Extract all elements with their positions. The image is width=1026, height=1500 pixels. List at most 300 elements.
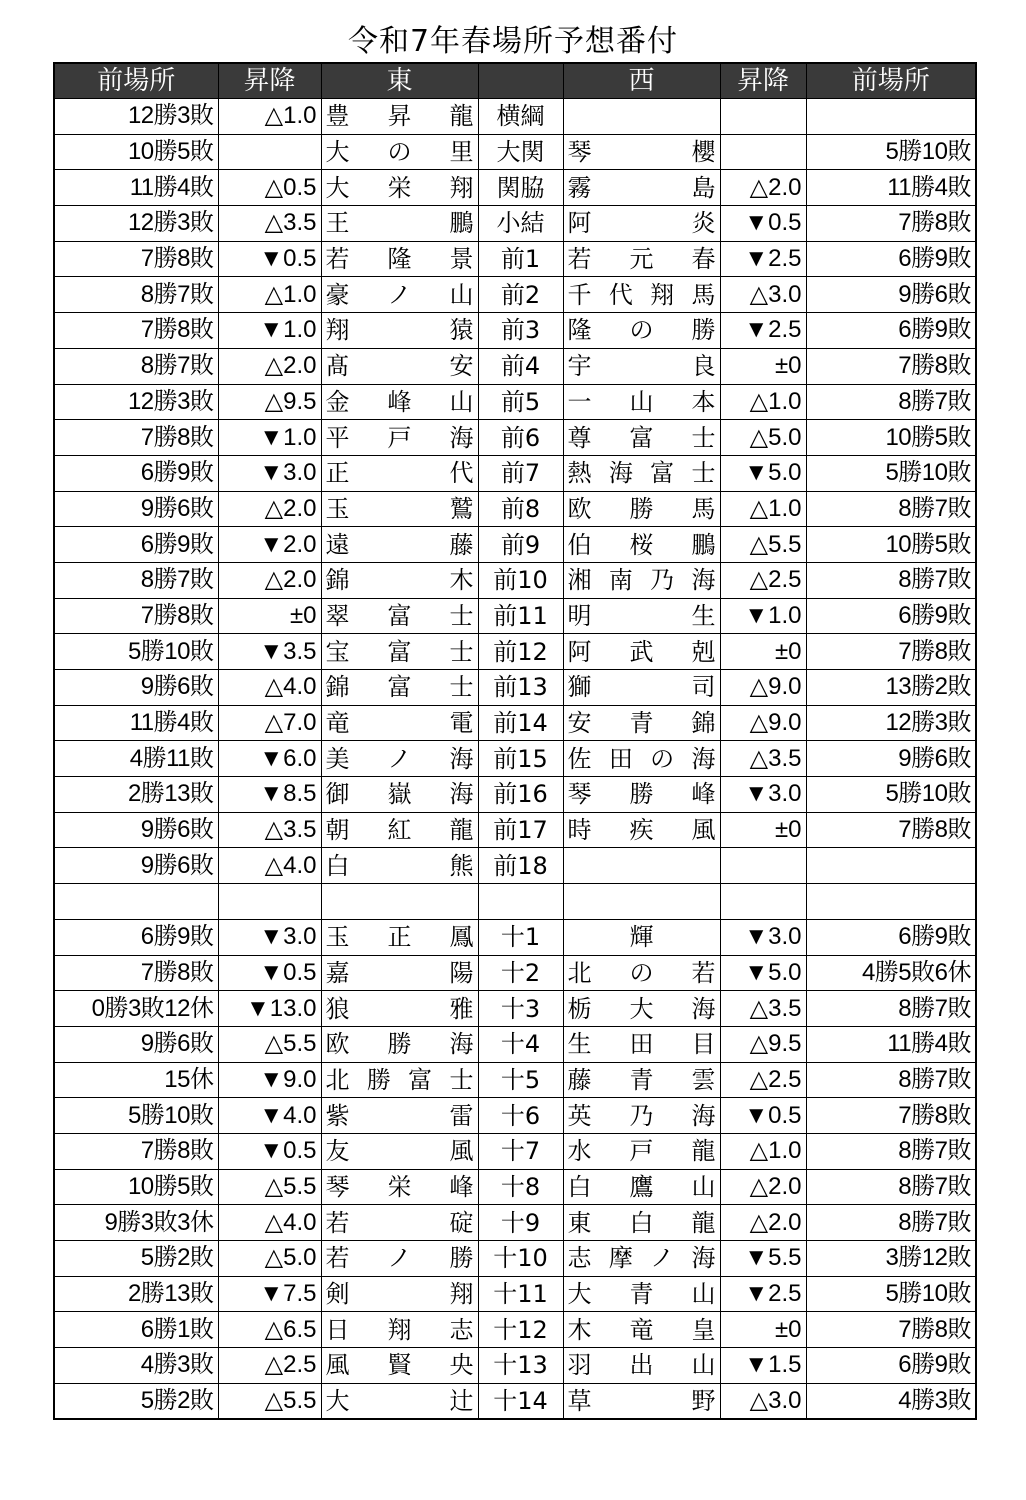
east-prev-record: 5勝10敗 xyxy=(54,634,218,670)
east-prev-record: 0勝3敗12休 xyxy=(54,991,218,1027)
west-movement: ▼1.0 xyxy=(720,598,806,634)
east-prev-record: 8勝7敗 xyxy=(54,277,218,313)
west-prev-record: 6勝9敗 xyxy=(806,1348,976,1384)
east-rikishi xyxy=(321,705,478,741)
east-prev-record: 2勝13敗 xyxy=(54,1276,218,1312)
west-rikishi-text: 千 代 翔 馬 xyxy=(567,280,716,309)
rank-label: 大関 xyxy=(478,134,563,170)
east-movement: ▼3.0 xyxy=(218,919,321,955)
east-rikishi-text: 玉 正 鳳 xyxy=(325,923,474,952)
west-rikishi-text: 生 田 目 xyxy=(567,1030,716,1059)
rank-label: 前12 xyxy=(478,634,563,670)
west-rikishi xyxy=(563,812,720,848)
west-rikishi-text: 霧 島 xyxy=(567,173,716,202)
west-rikishi-text: 隆 の 勝 xyxy=(567,316,716,345)
rank-label: 十7 xyxy=(478,1133,563,1169)
east-movement: ▼3.5 xyxy=(218,634,321,670)
rank-label: 十8 xyxy=(478,1169,563,1205)
table-row xyxy=(54,313,976,349)
west-movement: ±0 xyxy=(720,812,806,848)
east-rikishi-text: 美 ノ 海 xyxy=(325,744,474,773)
east-prev-record: 6勝1敗 xyxy=(54,1312,218,1348)
east-rikishi xyxy=(321,634,478,670)
east-rikishi xyxy=(321,1098,478,1134)
west-movement: △2.5 xyxy=(720,1062,806,1098)
west-rikishi xyxy=(563,348,720,384)
west-movement: △3.0 xyxy=(720,1383,806,1419)
east-rikishi-text: 翔 猿 xyxy=(325,316,474,345)
east-movement: ▼3.0 xyxy=(218,455,321,491)
east-prev-record: 7勝8敗 xyxy=(54,598,218,634)
west-movement xyxy=(720,134,806,170)
table-row xyxy=(54,527,976,563)
east-prev-record: 9勝3敗3休 xyxy=(54,1205,218,1241)
west-movement: △2.0 xyxy=(720,170,806,206)
east-prev-record: 7勝8敗 xyxy=(54,241,218,277)
east-prev-record: 12勝3敗 xyxy=(54,384,218,420)
table-row xyxy=(54,170,976,206)
west-rikishi-text: 木 竜 皇 xyxy=(567,1315,716,1344)
east-rikishi xyxy=(321,919,478,955)
west-movement: △3.0 xyxy=(720,277,806,313)
west-rikishi xyxy=(563,1312,720,1348)
west-rikishi xyxy=(563,99,720,135)
west-prev-record: 11勝4敗 xyxy=(806,1026,976,1062)
east-movement: ▼1.0 xyxy=(218,313,321,349)
east-rikishi-text: 北 勝 富 士 xyxy=(325,1065,474,1094)
west-movement: △2.5 xyxy=(720,562,806,598)
east-movement: △5.0 xyxy=(218,1241,321,1277)
west-movement: ▼0.5 xyxy=(720,206,806,242)
west-rikishi xyxy=(563,884,720,920)
east-prev-record: 9勝6敗 xyxy=(54,491,218,527)
west-rikishi xyxy=(563,455,720,491)
west-prev-record xyxy=(806,99,976,135)
table-body xyxy=(54,99,976,1420)
west-prev-record: 6勝9敗 xyxy=(806,598,976,634)
table-row xyxy=(54,741,976,777)
west-movement: ±0 xyxy=(720,348,806,384)
east-movement: △1.0 xyxy=(218,99,321,135)
west-movement: ▼2.5 xyxy=(720,241,806,277)
east-movement: ±0 xyxy=(218,598,321,634)
east-movement: △7.0 xyxy=(218,705,321,741)
rank-label: 前2 xyxy=(478,277,563,313)
east-rikishi xyxy=(321,1348,478,1384)
rank-label: 前17 xyxy=(478,812,563,848)
east-movement: △9.5 xyxy=(218,384,321,420)
east-rikishi-text: 遠 藤 xyxy=(325,530,474,559)
west-rikishi xyxy=(563,777,720,813)
rank-label: 前13 xyxy=(478,670,563,706)
west-rikishi-text: 佐 田 の 海 xyxy=(567,744,716,773)
east-movement: ▼6.0 xyxy=(218,741,321,777)
east-rikishi-text: 大 栄 翔 xyxy=(325,173,474,202)
west-rikishi xyxy=(563,384,720,420)
east-movement: ▼4.0 xyxy=(218,1098,321,1134)
west-prev-record: 7勝8敗 xyxy=(806,348,976,384)
west-rikishi-text: 一 山 本 xyxy=(567,387,716,416)
east-movement: △2.5 xyxy=(218,1348,321,1384)
west-rikishi xyxy=(563,277,720,313)
table-row xyxy=(54,348,976,384)
rank-label: 前9 xyxy=(478,527,563,563)
east-movement: ▼0.5 xyxy=(218,241,321,277)
east-rikishi-text: 友 風 xyxy=(325,1137,474,1166)
table-row xyxy=(54,634,976,670)
east-movement: ▼0.5 xyxy=(218,955,321,991)
west-rikishi-text: 栃 大 海 xyxy=(567,994,716,1023)
east-rikishi xyxy=(321,420,478,456)
west-rikishi-text: 伯 桜 鵬 xyxy=(567,530,716,559)
rank-label: 横綱 xyxy=(478,99,563,135)
east-rikishi xyxy=(321,955,478,991)
east-movement: △4.0 xyxy=(218,670,321,706)
west-rikishi-text: 尊 富 士 xyxy=(567,423,716,452)
table-row xyxy=(54,1169,976,1205)
west-movement: △3.5 xyxy=(720,991,806,1027)
rank-label: 十6 xyxy=(478,1098,563,1134)
east-rikishi xyxy=(321,455,478,491)
east-movement: △0.5 xyxy=(218,170,321,206)
east-movement xyxy=(218,884,321,920)
header-rank xyxy=(478,63,563,99)
west-movement: △5.0 xyxy=(720,420,806,456)
east-rikishi xyxy=(321,206,478,242)
header-east-prev: 前場所 xyxy=(54,63,218,99)
west-movement: △1.0 xyxy=(720,1133,806,1169)
east-rikishi xyxy=(321,991,478,1027)
east-rikishi xyxy=(321,241,478,277)
table-row xyxy=(54,1133,976,1169)
rank-label: 十13 xyxy=(478,1348,563,1384)
west-rikishi-text: 北 の 若 xyxy=(567,958,716,987)
west-prev-record: 8勝7敗 xyxy=(806,991,976,1027)
west-rikishi xyxy=(563,491,720,527)
west-rikishi xyxy=(563,241,720,277)
east-movement: △5.5 xyxy=(218,1026,321,1062)
west-rikishi-text: 大 青 山 xyxy=(567,1280,716,1309)
west-rikishi xyxy=(563,741,720,777)
west-rikishi-text: 志 摩 ノ 海 xyxy=(567,1244,716,1273)
east-rikishi xyxy=(321,134,478,170)
rank-label: 前6 xyxy=(478,420,563,456)
west-rikishi-text: 宇 良 xyxy=(567,352,716,381)
west-movement: ▼3.0 xyxy=(720,919,806,955)
west-movement: ▼5.5 xyxy=(720,1241,806,1277)
east-rikishi xyxy=(321,384,478,420)
west-movement: △2.0 xyxy=(720,1205,806,1241)
east-movement: △2.0 xyxy=(218,348,321,384)
header-west: 西 xyxy=(563,63,720,99)
west-movement: ±0 xyxy=(720,634,806,670)
west-prev-record: 7勝8敗 xyxy=(806,1098,976,1134)
west-movement: ▼1.5 xyxy=(720,1348,806,1384)
east-prev-record: 6勝9敗 xyxy=(54,455,218,491)
east-prev-record: 10勝5敗 xyxy=(54,134,218,170)
west-prev-record: 9勝6敗 xyxy=(806,741,976,777)
table-row xyxy=(54,705,976,741)
east-rikishi xyxy=(321,170,478,206)
west-rikishi-text: 羽 出 山 xyxy=(567,1351,716,1380)
east-rikishi xyxy=(321,848,478,884)
east-rikishi-text: 豪 ノ 山 xyxy=(325,280,474,309)
table-row xyxy=(54,491,976,527)
east-rikishi xyxy=(321,1133,478,1169)
table-row xyxy=(54,848,976,884)
east-rikishi-text: 琴 栄 峰 xyxy=(325,1172,474,1201)
west-prev-record: 8勝7敗 xyxy=(806,1205,976,1241)
east-prev-record: 9勝6敗 xyxy=(54,670,218,706)
west-rikishi-text: 琴 勝 峰 xyxy=(567,780,716,809)
table-row xyxy=(54,562,976,598)
east-rikishi-text: 翠 富 士 xyxy=(325,601,474,630)
west-prev-record: 8勝7敗 xyxy=(806,1169,976,1205)
east-prev-record: 11勝4敗 xyxy=(54,705,218,741)
west-rikishi xyxy=(563,634,720,670)
table-row xyxy=(54,455,976,491)
east-movement: △3.5 xyxy=(218,206,321,242)
west-prev-record: 10勝5敗 xyxy=(806,420,976,456)
east-rikishi xyxy=(321,491,478,527)
west-prev-record: 6勝9敗 xyxy=(806,919,976,955)
rank-label: 十14 xyxy=(478,1383,563,1419)
east-rikishi xyxy=(321,1241,478,1277)
east-prev-record: 9勝6敗 xyxy=(54,812,218,848)
east-rikishi-text: 若 ノ 勝 xyxy=(325,1244,474,1273)
west-prev-record: 5勝10敗 xyxy=(806,134,976,170)
east-rikishi xyxy=(321,812,478,848)
east-prev-record: 5勝10敗 xyxy=(54,1098,218,1134)
west-rikishi xyxy=(563,991,720,1027)
east-rikishi xyxy=(321,670,478,706)
east-prev-record: 12勝3敗 xyxy=(54,99,218,135)
table-row xyxy=(54,955,976,991)
east-prev-record: 6勝9敗 xyxy=(54,919,218,955)
west-rikishi-text: 輝 xyxy=(629,923,654,952)
west-rikishi xyxy=(563,562,720,598)
east-movement: ▼2.0 xyxy=(218,527,321,563)
west-rikishi xyxy=(563,1062,720,1098)
west-movement: △3.5 xyxy=(720,741,806,777)
east-prev-record: 9勝6敗 xyxy=(54,1026,218,1062)
west-rikishi-text: 欧 勝 馬 xyxy=(567,494,716,523)
east-rikishi-text: 朝 紅 龍 xyxy=(325,816,474,845)
east-prev-record: 11勝4敗 xyxy=(54,170,218,206)
west-prev-record: 12勝3敗 xyxy=(806,705,976,741)
east-prev-record: 7勝8敗 xyxy=(54,313,218,349)
west-rikishi xyxy=(563,955,720,991)
east-rikishi xyxy=(321,348,478,384)
table-row xyxy=(54,1276,976,1312)
west-rikishi-text: 安 青 錦 xyxy=(567,709,716,738)
west-rikishi xyxy=(563,313,720,349)
east-rikishi-text: 風 賢 央 xyxy=(325,1351,474,1380)
table-row xyxy=(54,919,976,955)
west-rikishi-text: 英 乃 海 xyxy=(567,1101,716,1130)
table-row xyxy=(54,277,976,313)
east-prev-record: 15休 xyxy=(54,1062,218,1098)
east-movement: △5.5 xyxy=(218,1383,321,1419)
west-rikishi xyxy=(563,420,720,456)
east-movement: ▼0.5 xyxy=(218,1133,321,1169)
west-rikishi-text: 阿 武 剋 xyxy=(567,637,716,666)
west-rikishi-text: 水 戸 龍 xyxy=(567,1137,716,1166)
east-movement: ▼7.5 xyxy=(218,1276,321,1312)
west-movement: △2.0 xyxy=(720,1169,806,1205)
east-rikishi xyxy=(321,598,478,634)
east-rikishi xyxy=(321,1026,478,1062)
header-west-move: 昇降 xyxy=(720,63,806,99)
west-rikishi-text: 湘 南 乃 海 xyxy=(567,566,716,595)
rank-label: 十5 xyxy=(478,1062,563,1098)
east-rikishi-text: 平 戸 海 xyxy=(325,423,474,452)
west-prev-record: 13勝2敗 xyxy=(806,670,976,706)
east-rikishi-text: 髙 安 xyxy=(325,352,474,381)
west-rikishi-text: 琴 櫻 xyxy=(567,138,716,167)
west-movement: △1.0 xyxy=(720,384,806,420)
west-rikishi xyxy=(563,848,720,884)
west-rikishi-text: 阿 炎 xyxy=(567,209,716,238)
east-movement: ▼8.5 xyxy=(218,777,321,813)
east-movement: △4.0 xyxy=(218,1205,321,1241)
header-east-move: 昇降 xyxy=(218,63,321,99)
rank-label: 十10 xyxy=(478,1241,563,1277)
west-rikishi-text: 草 野 xyxy=(567,1387,716,1416)
table-row xyxy=(54,420,976,456)
west-rikishi-text: 若 元 春 xyxy=(567,245,716,274)
west-rikishi-text: 白 鷹 山 xyxy=(567,1172,716,1201)
west-movement: ▼3.0 xyxy=(720,777,806,813)
west-rikishi xyxy=(563,919,720,955)
rank-label: 前15 xyxy=(478,741,563,777)
west-prev-record: 9勝6敗 xyxy=(806,277,976,313)
table-row xyxy=(54,991,976,1027)
east-rikishi-text: 錦 富 士 xyxy=(325,673,474,702)
west-rikishi xyxy=(563,1205,720,1241)
west-movement xyxy=(720,848,806,884)
east-rikishi-text: 竜 電 xyxy=(325,709,474,738)
table-row xyxy=(54,384,976,420)
west-rikishi xyxy=(563,1026,720,1062)
rank-label: 十1 xyxy=(478,919,563,955)
east-rikishi xyxy=(321,562,478,598)
east-movement xyxy=(218,134,321,170)
east-rikishi xyxy=(321,1169,478,1205)
east-rikishi-text: 豊 昇 龍 xyxy=(325,102,474,131)
east-movement: △1.0 xyxy=(218,277,321,313)
east-rikishi-text: 日 翔 志 xyxy=(325,1315,474,1344)
east-movement: ▼1.0 xyxy=(218,420,321,456)
west-prev-record: 11勝4敗 xyxy=(806,170,976,206)
rank-label: 前7 xyxy=(478,455,563,491)
rank-label: 前8 xyxy=(478,491,563,527)
rank-label: 十3 xyxy=(478,991,563,1027)
rank-label: 十2 xyxy=(478,955,563,991)
east-prev-record: 4勝11敗 xyxy=(54,741,218,777)
table-row xyxy=(54,884,976,920)
west-prev-record: 6勝9敗 xyxy=(806,313,976,349)
header-west-prev: 前場所 xyxy=(806,63,976,99)
east-rikishi-text: 大 の 里 xyxy=(325,138,474,167)
west-prev-record: 10勝5敗 xyxy=(806,527,976,563)
west-rikishi-text: 熱 海 富 士 xyxy=(567,459,716,488)
west-rikishi xyxy=(563,1169,720,1205)
east-rikishi-text: 正 代 xyxy=(325,459,474,488)
east-rikishi xyxy=(321,277,478,313)
west-movement: ▼2.5 xyxy=(720,313,806,349)
west-prev-record: 5勝10敗 xyxy=(806,777,976,813)
rank-label: 前3 xyxy=(478,313,563,349)
east-movement: ▼13.0 xyxy=(218,991,321,1027)
page-title: 令和7年春場所予想番付 xyxy=(347,24,679,59)
east-rikishi xyxy=(321,1276,478,1312)
west-movement: △1.0 xyxy=(720,491,806,527)
east-movement: △6.5 xyxy=(218,1312,321,1348)
banzuke-table xyxy=(53,62,977,1420)
west-prev-record: 4勝5敗6休 xyxy=(806,955,976,991)
west-rikishi xyxy=(563,527,720,563)
west-rikishi xyxy=(563,598,720,634)
east-movement: △2.0 xyxy=(218,562,321,598)
west-rikishi-text: 藤 青 雲 xyxy=(567,1065,716,1094)
rank-label xyxy=(478,884,563,920)
east-prev-record: 9勝6敗 xyxy=(54,848,218,884)
east-rikishi-text: 王 鵬 xyxy=(325,209,474,238)
west-prev-record: 8勝7敗 xyxy=(806,562,976,598)
east-prev-record: 10勝5敗 xyxy=(54,1169,218,1205)
west-rikishi xyxy=(563,1098,720,1134)
east-prev-record: 7勝8敗 xyxy=(54,420,218,456)
header-east: 東 xyxy=(321,63,478,99)
east-rikishi xyxy=(321,1062,478,1098)
table-row xyxy=(54,206,976,242)
rank-label: 前10 xyxy=(478,562,563,598)
east-rikishi xyxy=(321,777,478,813)
east-rikishi-text: 白 熊 xyxy=(325,851,474,880)
east-rikishi-text: 錦 木 xyxy=(325,566,474,595)
rank-label: 十12 xyxy=(478,1312,563,1348)
table-row xyxy=(54,1348,976,1384)
rank-label: 十9 xyxy=(478,1205,563,1241)
east-rikishi xyxy=(321,1312,478,1348)
rank-label: 前14 xyxy=(478,705,563,741)
table-row xyxy=(54,1098,976,1134)
table-row xyxy=(54,1383,976,1419)
east-rikishi-text: 剣 翔 xyxy=(325,1280,474,1309)
east-prev-record: 5勝2敗 xyxy=(54,1241,218,1277)
west-movement: △5.5 xyxy=(720,527,806,563)
table-row xyxy=(54,1241,976,1277)
west-movement xyxy=(720,99,806,135)
east-prev-record: 8勝7敗 xyxy=(54,348,218,384)
west-prev-record: 7勝8敗 xyxy=(806,812,976,848)
east-prev-record: 4勝3敗 xyxy=(54,1348,218,1384)
west-prev-record: 8勝7敗 xyxy=(806,384,976,420)
east-rikishi-text: 宝 富 士 xyxy=(325,637,474,666)
west-movement: ▼5.0 xyxy=(720,455,806,491)
west-prev-record: 7勝8敗 xyxy=(806,206,976,242)
west-prev-record xyxy=(806,848,976,884)
east-rikishi-text: 金 峰 山 xyxy=(325,387,474,416)
west-rikishi xyxy=(563,1276,720,1312)
west-prev-record: 7勝8敗 xyxy=(806,1312,976,1348)
west-movement: ▼0.5 xyxy=(720,1098,806,1134)
east-rikishi xyxy=(321,527,478,563)
west-rikishi xyxy=(563,1133,720,1169)
west-rikishi-text: 獅 司 xyxy=(567,673,716,702)
east-rikishi xyxy=(321,741,478,777)
